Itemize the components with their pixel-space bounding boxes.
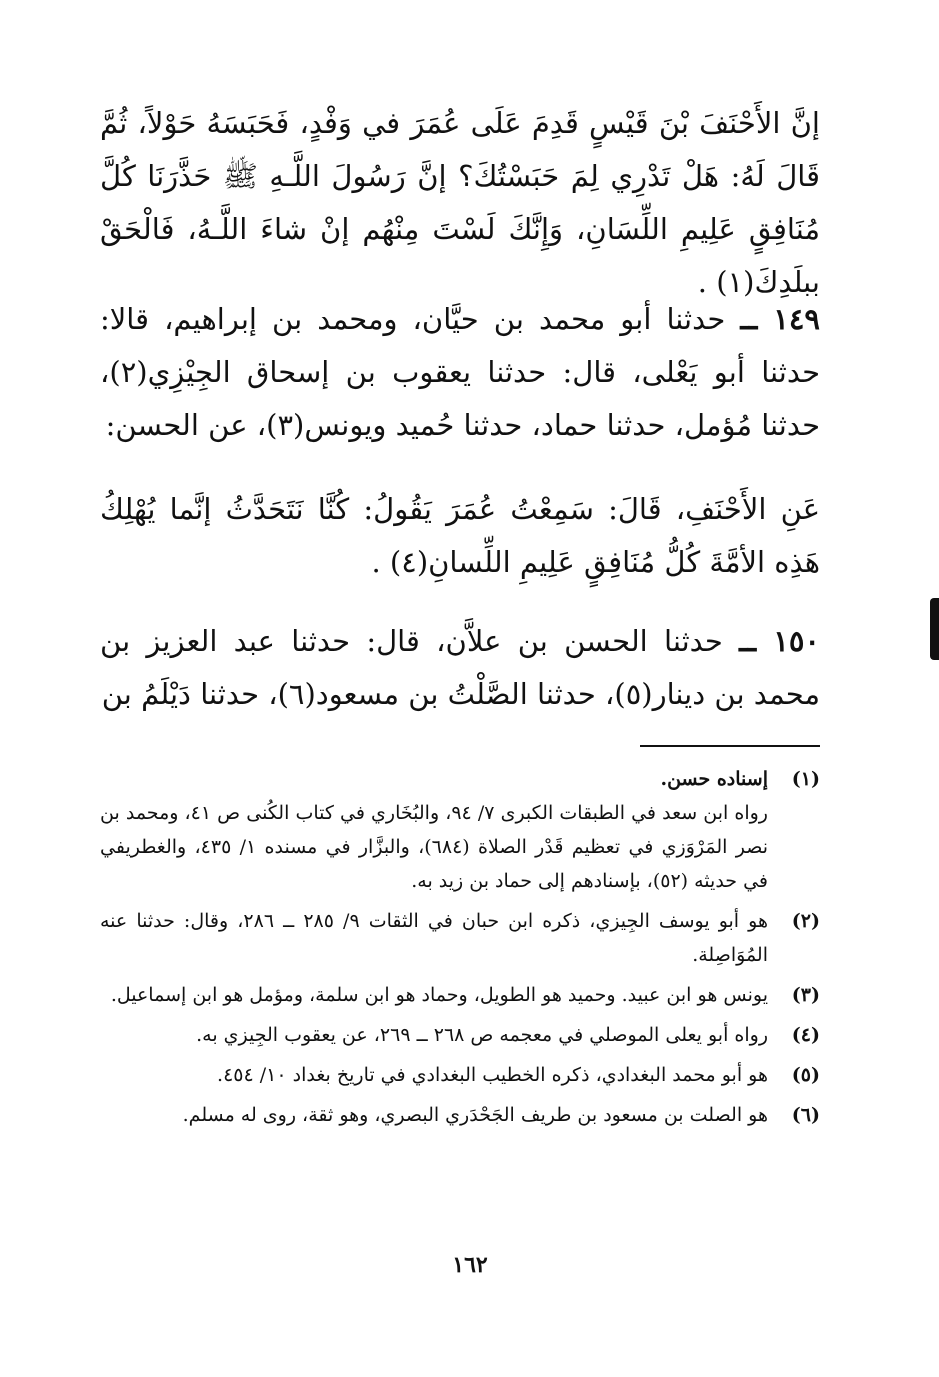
footnote-text: يونس هو ابن عبيد. وحميد هو الطويل، وحماد هو ابن سلمة، ومؤمل هو ابن إسماعيل. [110,984,768,1006]
footnote-text: رواه ابن سعد في الطبقات الكبرى ٧/ ٩٤، والبُخَاري في كتاب الكُنى ص ٤١، ومحمد بن نصر المَرْوَزي في تعظيم قَدْر الصلاة (٦٨٤)، والبزَّار في مسنده ١/ ٤٣٥، والغطريفي في حديثه (٥٢)، بإسنادهم إلى حماد بن زيد به. [100,802,769,892]
footnote-5 [100,1058,820,1092]
footnote-2 [100,904,820,972]
page-number: ١٦٢ [452,1252,488,1278]
footnote-divider [640,745,820,747]
footnote-number: (٦) [791,1104,820,1126]
footnote-number: (٥) [791,1064,820,1086]
footnote-number: (١) [791,768,820,790]
footnotes [100,762,820,1138]
footnote-3 [100,978,820,1012]
hadith-150-number: ١٥٠ ــ [739,624,821,658]
paragraph-ahnaf-visit: إنَّ الأَحْنَفَ بْنَ قَيْسٍ قَدِمَ عَلَى عُمَرَ في وَفْدٍ، فَحَبَسَهُ حَوْلاً، ثُمَّ قَالَ لَهُ: هَلْ تَدْرِي لِمَ حَبَسْتُكَ؟ إنَّ رَسُولَ اللَّـهِ ﷺ حَذَّرَنَا كُلَّ مُنَافِقٍ عَلِيمِ اللِّسَانِ، وَإِنَّكَ لَسْتَ مِنْهُم إنْ شاءَ اللَّـهُ، فَالْحَقْ ببلَدِكَ(١) . [100,106,820,299]
hadith-150 [100,615,820,721]
footnote-number: (٢) [791,910,820,932]
footnote-6 [100,1098,820,1132]
footnote-number: (٤) [791,1024,820,1046]
hadith-149 [100,293,820,452]
hadith-149-isnad: حدثنا أبو محمد بن حيَّان، ومحمد بن إبراهيم، قالا: حدثنا أبو يَعْلى، قال: حدثنا يعقوب بن إسحاق الجِيْزِي(٢)، حدثنا مُؤمل، حدثنا حماد، حدثنا حُميد ويونس(٣)، عن الحسن: [100,302,820,442]
footnote-text: هو أبو محمد البغدادي، ذكره الخطيب البغدادي في تاريخ بغداد ١٠/ ٤٥٤. [217,1064,768,1086]
footnote-number: (٣) [791,984,820,1006]
footnote-title: إسناده حسن. [660,768,768,790]
paragraph-umar-saying: عَنِ الأَحْنَفِ، قَالَ: سَمِعْتُ عُمَرَ يَقُولُ: كُنَّا نَتَحَدَّثُ إنَّما يُهْلِكُ هَذِه الأمَّةَ كُلُّ مُنَافِقٍ عَلِيمِ اللِّسانِ(٤) . [100,492,820,579]
hadith-149-number: ١٤٩ ــ [740,302,820,336]
footnote-text: رواه أبو يعلى الموصلي في معجمه ص ٢٦٨ ــ ٢٦٩، عن يعقوب الجِيزي به. [196,1024,768,1046]
page-edge-mark [930,598,939,660]
footnote-1 [100,762,820,898]
footnote-4 [100,1018,820,1052]
footnote-text: هو أبو يوسف الجِيزي، ذكره ابن حبان في الثقات ٩/ ٢٨٥ ــ ٢٨٦، وقال: حدثنا عنه المُوَاصِلة. [100,910,768,966]
hadith-150-isnad: حدثنا الحسن بن علاَّن، قال: حدثنا عبد العزيز بن محمد بن دينار(٥)، حدثنا الصَّلْتُ بن مسعود(٦)، حدثنا دَيْلَمُ بن [100,624,820,711]
footnote-text: هو الصلت بن مسعود بن طريف الجَحْدَري البصري، وهو ثقة، روى له مسلم. [182,1104,768,1126]
